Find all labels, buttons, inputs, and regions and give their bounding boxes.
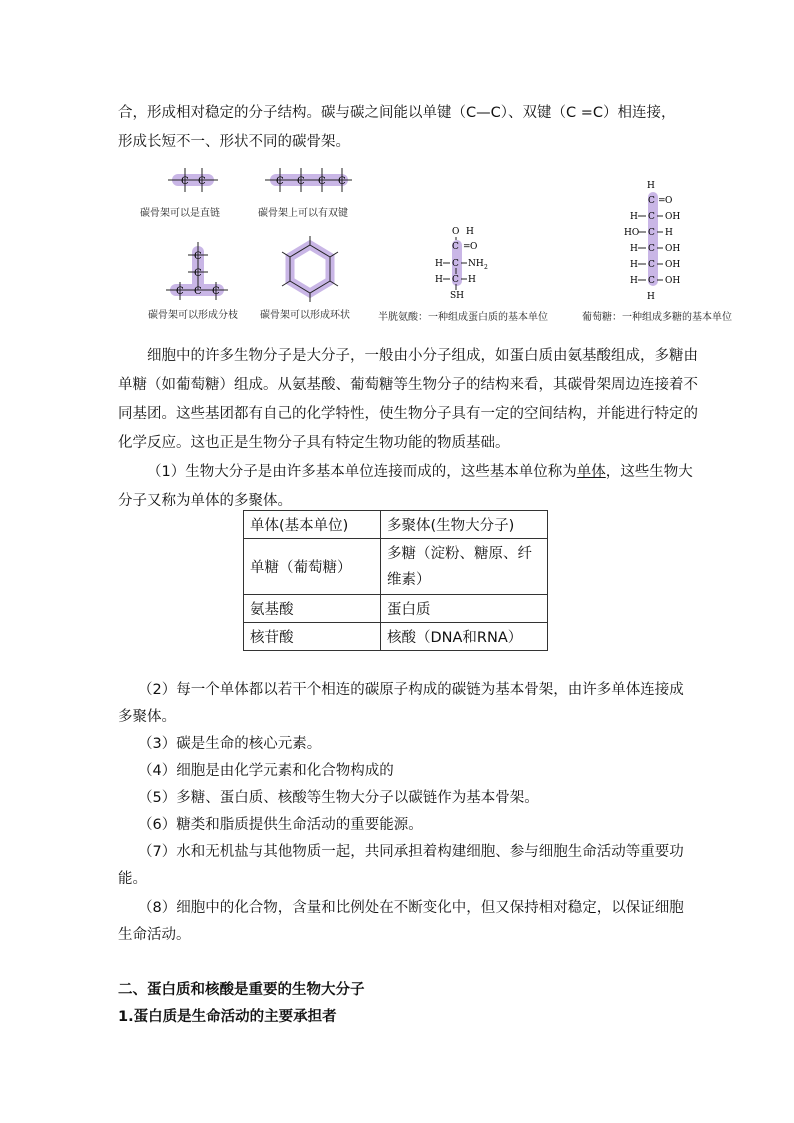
caption-double-bond: 碳骨架上可以有双键 (258, 208, 348, 219)
table-cell: 单糖（葡萄糖） (244, 539, 381, 595)
point-4: （4）细胞是由化学元素和化合物构成的 (138, 763, 394, 779)
atom-label: C (648, 196, 655, 206)
atom-label: C (194, 268, 202, 279)
atom-label: H (630, 276, 638, 286)
atom-label: H (468, 275, 476, 285)
table-row (244, 595, 548, 623)
point-6: （6）糖类和脂质提供生命活动的重要能源。 (138, 817, 423, 833)
atom-label: OH (665, 212, 681, 222)
atom-label: H (630, 260, 638, 270)
atom-label: = (463, 242, 471, 252)
atom-label: C (648, 260, 655, 270)
table-cell: 核酸（DNA和RNA） (381, 623, 548, 651)
atom-label: C (338, 176, 346, 187)
intro-line-1: 合，形成相对稳定的分子结构。碳与碳之间能以单键（C—C）、双键（C =C）相连接， (118, 105, 676, 121)
atom-label: OH (665, 244, 681, 254)
atom-label: C (452, 242, 459, 252)
atom-label: C (276, 176, 284, 187)
atom-label: H (647, 181, 655, 191)
atom-label: H (466, 227, 474, 237)
point-5: （5）多糖、蛋白质、核酸等生物大分子以碳链作为基本骨架。 (138, 790, 539, 806)
ring-figure (282, 236, 338, 302)
section-heading: 二、蛋白质和核酸是重要的生物大分子 (118, 982, 365, 998)
atom-label: C (648, 244, 655, 254)
glucose-figure (624, 181, 680, 302)
atom-label: C (452, 275, 459, 285)
table-header: 单体(基本单位) (244, 511, 381, 539)
point-1: （1）生物大分子是由许多基本单位连接而成的，这些基本单位称为单体，这些生物大分子又称为单体的多聚体。 (118, 464, 693, 509)
caption-branch: 碳骨架可以形成分枝 (148, 310, 238, 321)
branched-chain-figure (166, 242, 228, 300)
atom-label: C (297, 176, 305, 187)
intro-line-2: 形成长短不一、形状不同的碳骨架。 (118, 134, 350, 150)
atom-label: O (665, 196, 673, 206)
atom-label: O (452, 227, 460, 237)
atom-label: OH (665, 260, 681, 270)
subsection-heading: 1.蛋白质是生命活动的主要承担者 (118, 1009, 337, 1025)
monomer-polymer-table (243, 510, 548, 651)
atom-label: H (665, 228, 673, 238)
atom-label: = (658, 196, 666, 206)
atom-label: C (181, 176, 189, 187)
atom-label: O (470, 242, 478, 252)
atom-label: C (452, 259, 459, 269)
point-7: （7）水和无机盐与其他物质一起，共同承担着构建细胞、参与细胞生命活动等重要功能。 (118, 844, 684, 887)
carbon-skeleton-figures (130, 160, 740, 330)
atom-label: SH (450, 291, 465, 301)
atom-label: C (194, 286, 202, 297)
atom-label: C (176, 286, 184, 297)
atom-label: 2 (484, 264, 488, 271)
table-header: 多聚体(生物大分子) (381, 511, 548, 539)
paragraph-biomolecules: 细胞中的许多生物分子是大分子，一般由小分子组成，如蛋白质由氨基酸组成，多糖由单糖（如葡萄糖）组成。从氨基酸、葡萄糖等生物分子的结构来看，其碳骨架周边连接着不同基团。这些基团都有自己的化学特性，使生物分子具有一定的空间结构，并能进行特定的化学反应。这也正是生物分子具有特定生物功能的物质基础。 (118, 348, 698, 451)
atom-label: H (647, 292, 655, 302)
atom-label: H (630, 212, 638, 222)
atom-label: C (648, 228, 655, 238)
table-cell: 核苷酸 (244, 623, 381, 651)
term-monomer: 单体 (576, 464, 606, 480)
point-3: （3）碳是生命的核心元素。 (138, 736, 322, 752)
caption-straight-chain: 碳骨架可以是直链 (140, 208, 220, 219)
table-cell: 氨基酸 (244, 595, 381, 623)
straight-chain-figure (168, 168, 218, 192)
atom-label: C (648, 212, 655, 222)
atom-label: H (435, 259, 443, 269)
caption-cysteine: 半胱氨酸：一种组成蛋白质的基本单位 (378, 312, 548, 323)
atom-label: C (212, 286, 220, 297)
table-cell: 多糖（淀粉、糖原、纤维素） (381, 539, 548, 595)
atom-label: OH (665, 276, 681, 286)
point-2: （2）每一个单体都以若干个相连的碳原子构成的碳链为基本骨架，由许多单体连接成多聚体。 (118, 682, 684, 725)
atom-label: C (648, 276, 655, 286)
double-bond-chain-figure (265, 168, 352, 192)
cysteine-figure (435, 227, 488, 301)
carbon-skeleton-diagram (130, 160, 740, 330)
table-cell: 蛋白质 (381, 595, 548, 623)
atom-label: C (194, 251, 202, 262)
table-row (244, 623, 548, 651)
table-header-row (244, 511, 548, 539)
atom-label: HO (624, 228, 640, 238)
caption-ring: 碳骨架可以形成环状 (260, 310, 350, 321)
table-row (244, 539, 548, 595)
atom-label: H (435, 275, 443, 285)
point-8: （8）细胞中的化合物，含量和比例处在不断变化中，但又保持相对稳定，以保证细胞生命活动。 (118, 900, 684, 943)
atom-label: C (198, 176, 206, 187)
atom-label: NH (468, 259, 484, 269)
caption-glucose: 葡萄糖：一种组成多糖的基本单位 (582, 312, 732, 323)
atom-label: C (318, 176, 326, 187)
atom-label: H (630, 244, 638, 254)
